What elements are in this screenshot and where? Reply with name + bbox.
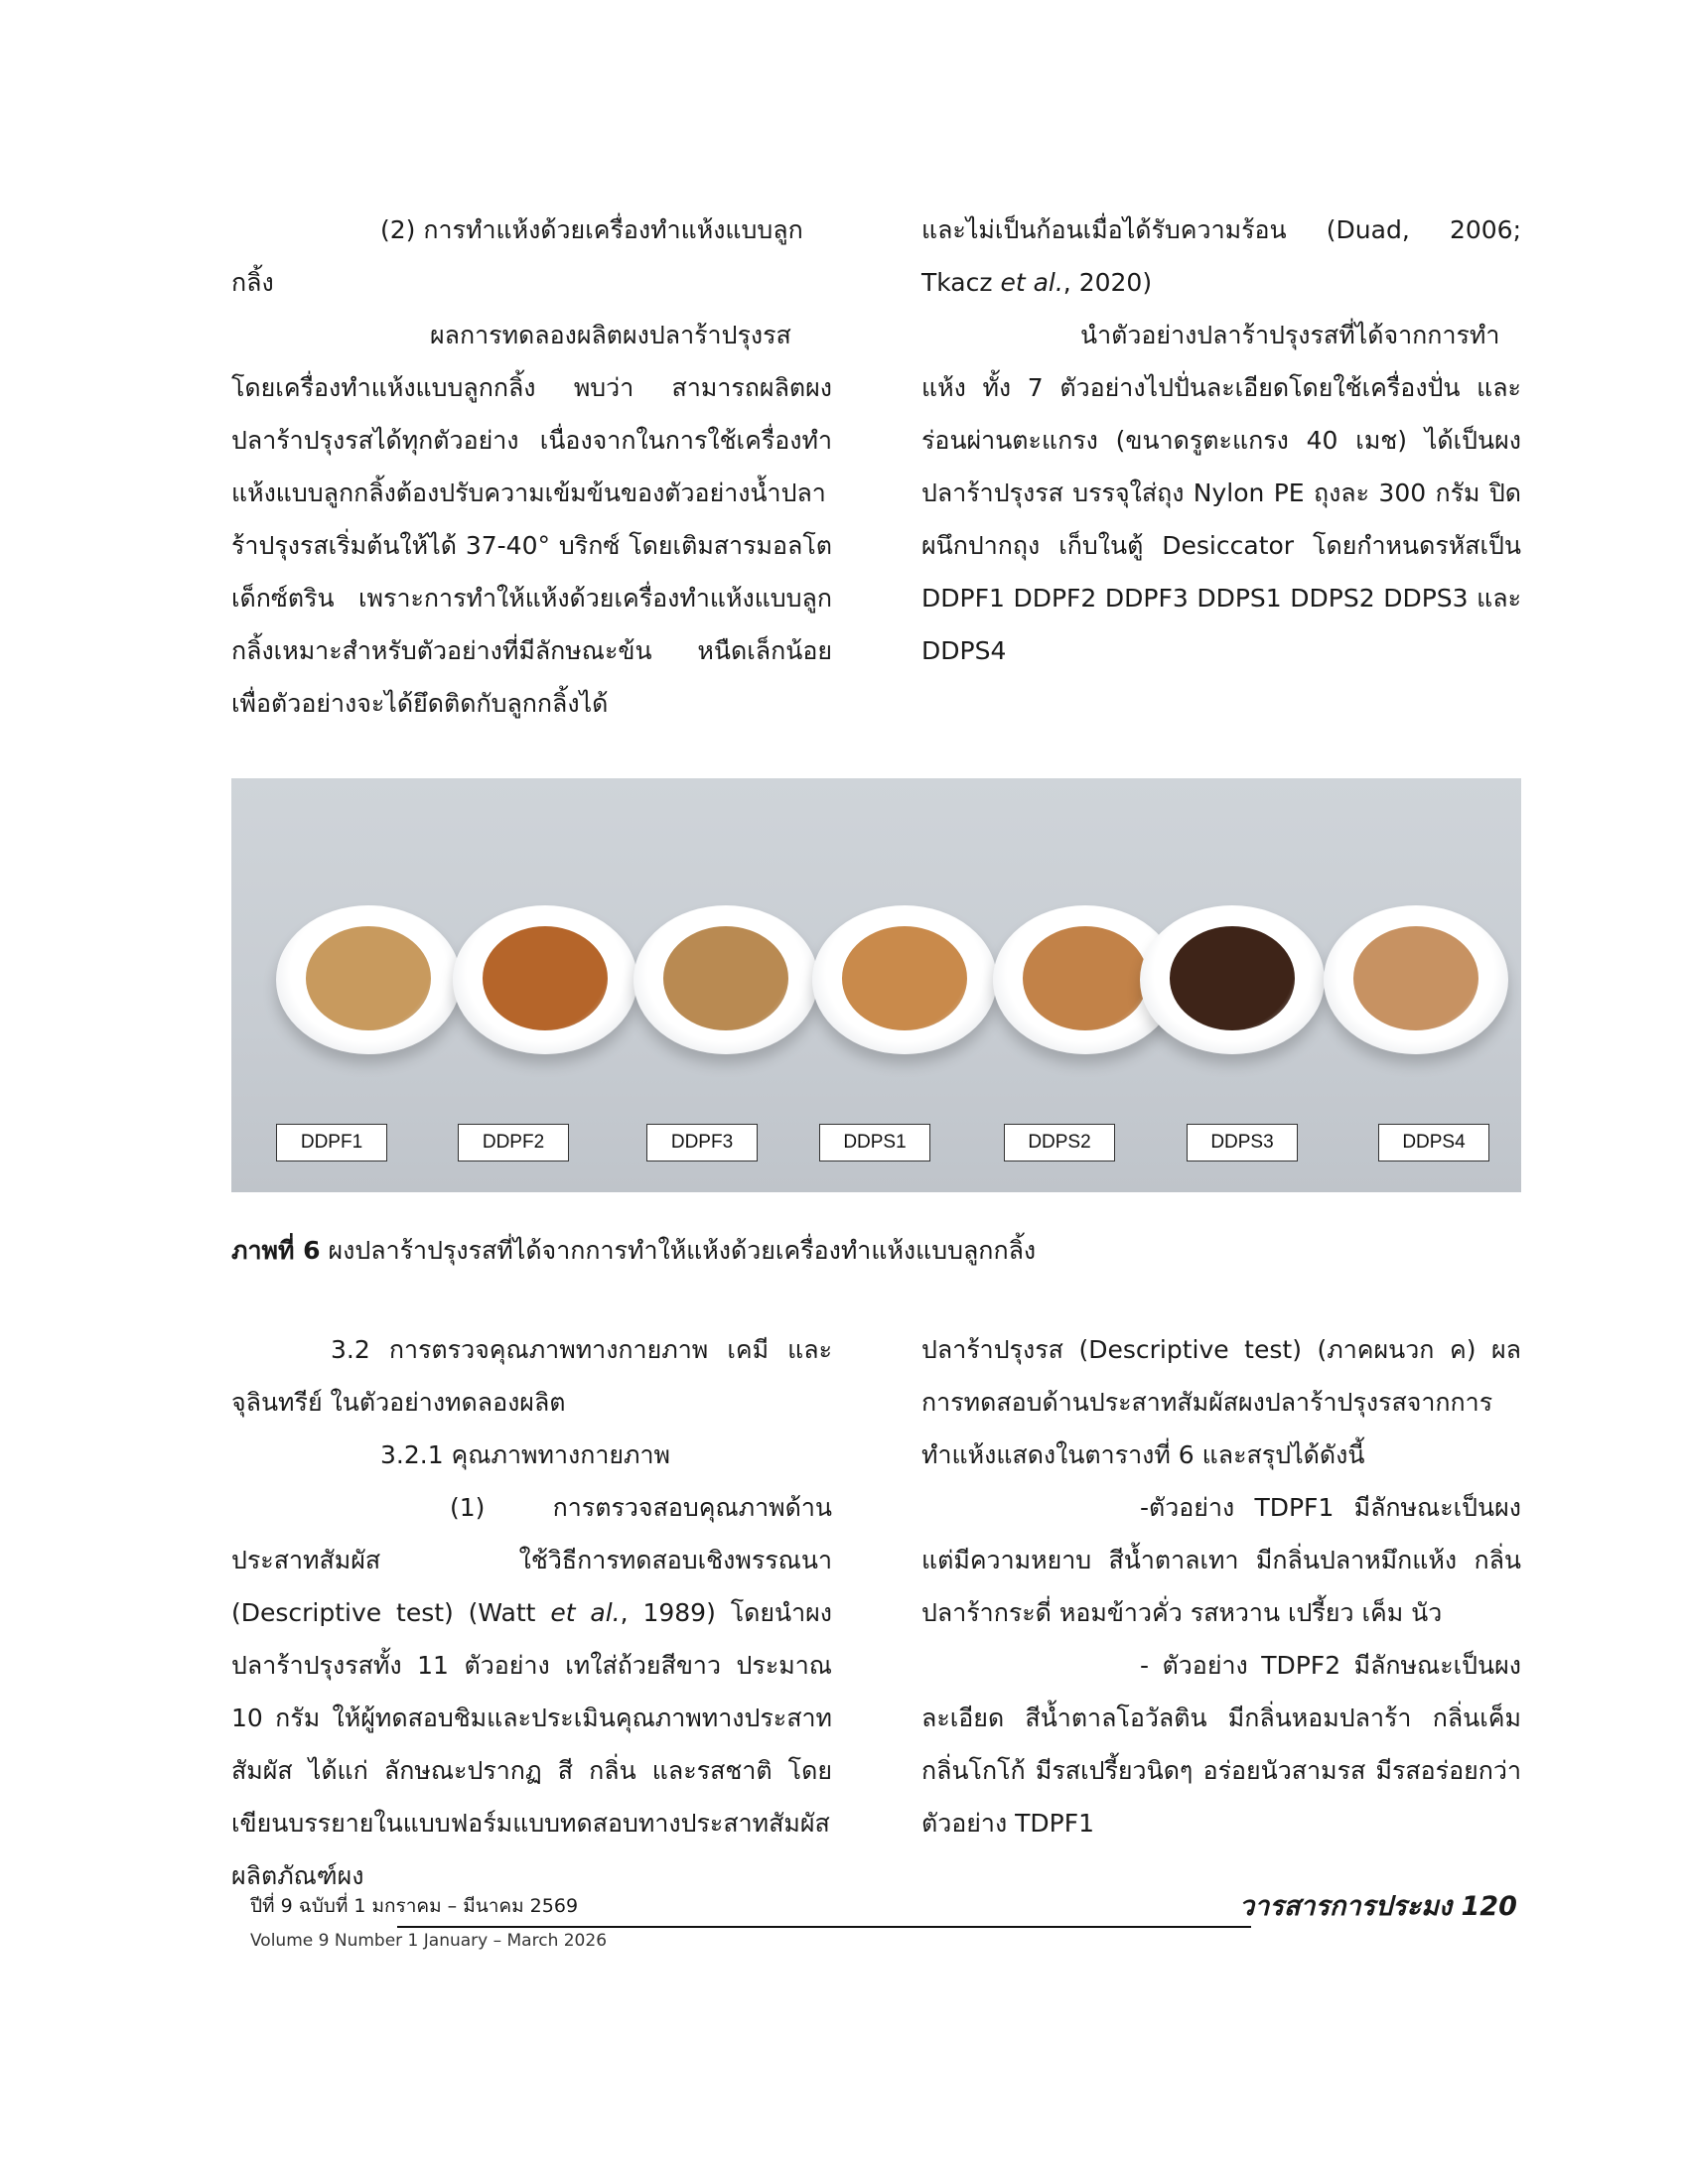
sample-label: DDPF3 xyxy=(646,1124,758,1161)
footer-journal-page: วารสารการประมง 120 xyxy=(1239,1891,1517,1922)
sample-bowl xyxy=(812,905,997,1054)
paragraph-sensory-results: ปลาร้าปรุงรส (Descriptive test) (ภาคผนวก ค) ผลการทดสอบด้านประสาทสัมผัสผงปลาร้าปรุงรสจากการทำแห้งแสดงในตารางที่ 6 และสรุปได้ดังนี้ xyxy=(921,1335,1521,1469)
sample-bowl xyxy=(453,905,637,1054)
section-heading-3-2: 3.2 การตรวจคุณภาพทางกายภาพ เคมี และจุลินทรีย์ ในตัวอย่างทดลองผลิต xyxy=(231,1335,832,1417)
sample-label: DDPF1 xyxy=(276,1124,387,1161)
paragraph-drum-drying-heading: (2) การทำแห้งด้วยเครื่องทำแห้งแบบลูกกลิ้ง xyxy=(231,215,803,297)
sample-label: DDPF2 xyxy=(458,1124,569,1161)
sample-bowl xyxy=(1140,905,1325,1054)
figure-caption xyxy=(231,1231,1522,1271)
footer-issue-thai: ปีที่ 9 ฉบับที่ 1 มกราคม – มีนาคม 2569 xyxy=(250,1895,579,1917)
sample-bowl xyxy=(633,905,818,1054)
powder-ddps3 xyxy=(1170,926,1295,1030)
left-column-top xyxy=(231,204,832,730)
powder-ddpf3 xyxy=(663,926,788,1030)
paragraph-sample-preparation: นำตัวอย่างปลาร้าปรุงรสที่ได้จากการทำแห้ง ทั้ง 7 ตัวอย่างไปปั่นละเอียดโดยใช้เครื่องปั่น และร่อนผ่านตะแกรง (ขนาดรูตะแกรง 40 เมช) ได้เป็นผงปลาร้าปรุงรส บรรจุใส่ถุง Nylon PE ถุงละ 300 กรัม ปิดผนึกปากถุง เก็บในตู้ Desiccator โดยกำหนดรหัสเป็น DDPF1 DDPF2 DDPF3 DDPS1 DDPS2 DDPS3 และ DDPS4 xyxy=(921,321,1521,665)
sample-bowl xyxy=(276,905,461,1054)
powder-ddpf2 xyxy=(483,926,608,1030)
caption-prefix: ภาพที่ 6 xyxy=(231,1236,321,1265)
powder-samples-photo xyxy=(231,778,1521,1192)
paragraph-sensory-test: (1) การตรวจสอบคุณภาพด้านประสาทสัมผัส ใช้วิธีการทดสอบเชิงพรรณนา (Descriptive test) (Watt et al., 1989) โดยนำผงปลาร้าปรุงรสทั้ง 11 ตัวอย่าง เทใส่ถ้วยสีขาว ประมาณ 10 กรัม ให้ผู้ทดสอบชิมและประเมินคุณภาพทางประสาทสัมผัส ได้แก่ ลักษณะปรากฏ สี กลิ่น และรสชาติ โดยเขียนบรรยายในแบบฟอร์มแบบทดสอบทางประสาทสัมผัสผลิตภัณฑ์ผง xyxy=(231,1493,833,1890)
powder-ddps1 xyxy=(842,926,967,1030)
sample-label: DDPS4 xyxy=(1378,1124,1489,1161)
caption-text: ผงปลาร้าปรุงรสที่ได้จากการทำให้แห้งด้วยเครื่องทำแห้งแบบลูกกลิ้ง xyxy=(320,1236,1037,1265)
left-column-bottom xyxy=(231,1323,832,1902)
sample-label: DDPS2 xyxy=(1004,1124,1115,1161)
paragraph-tdpf1: -ตัวอย่าง TDPF1 มีลักษณะเป็นผงแต่มีความหยาบ สีน้ำตาลเทา มีกลิ่นปลาหมึกแห้ง กลิ่นปลาร้ากระดี่ หอมข้าวคั่ว รสหวาน เปรี้ยว เค็ม นัว xyxy=(921,1493,1521,1627)
powder-ddps2 xyxy=(1023,926,1148,1030)
right-column-top xyxy=(921,204,1521,677)
footer-issue-english: Volume 9 Number 1 January – March 2026 xyxy=(250,1931,608,1951)
sample-label: DDPS1 xyxy=(819,1124,930,1161)
sample-bowl xyxy=(1324,905,1508,1054)
right-column-bottom xyxy=(921,1323,1521,1849)
paragraph-drum-drying-results: ผลการทดลองผลิตผงปลาร้าปรุงรส โดยเครื่องทำแห้งแบบลูกกลิ้ง พบว่า สามารถผลิตผงปลาร้าปรุงรสได้ทุกตัวอย่าง เนื่องจากในการใช้เครื่องทำแห้งแบบลูกกลิ้งต้องปรับความเข้มข้นของตัวอย่างน้ำปลาร้าปรุงรสเริ่มต้นให้ได้ 37-40° บริกซ์ โดยเติมสารมอลโตเด็กซ์ตริน เพราะการทำให้แห้งด้วยเครื่องทำแห้งแบบลูกกลิ้งเหมาะสำหรับตัวอย่างที่มีลักษณะข้น หนืดเล็กน้อย เพื่อตัวอย่างจะได้ยึดติดกับลูกกลิ้งได้ xyxy=(231,321,832,718)
powder-ddpf1 xyxy=(306,926,431,1030)
subsection-heading-3-2-1: 3.2.1 คุณภาพทางกายภาพ xyxy=(380,1440,671,1469)
powder-ddps4 xyxy=(1353,926,1478,1030)
paragraph-tdpf2: - ตัวอย่าง TDPF2 มีลักษณะเป็นผงละเอียด สีน้ำตาลโอวัลติน มีกลิ่นหอมปลาร้า กลิ่นเค็ม กลิ่นโกโก้ มีรสเปรี้ยวนิดๆ อร่อยนัวสามรส มีรสอร่อยกว่าตัวอย่าง TDPF1 xyxy=(921,1651,1521,1838)
paragraph-continuation: และไม่เป็นก้อนเมื่อได้รับความร้อน (Duad, 2006; Tkacz et al., 2020) xyxy=(921,215,1521,297)
sample-label: DDPS3 xyxy=(1187,1124,1298,1161)
